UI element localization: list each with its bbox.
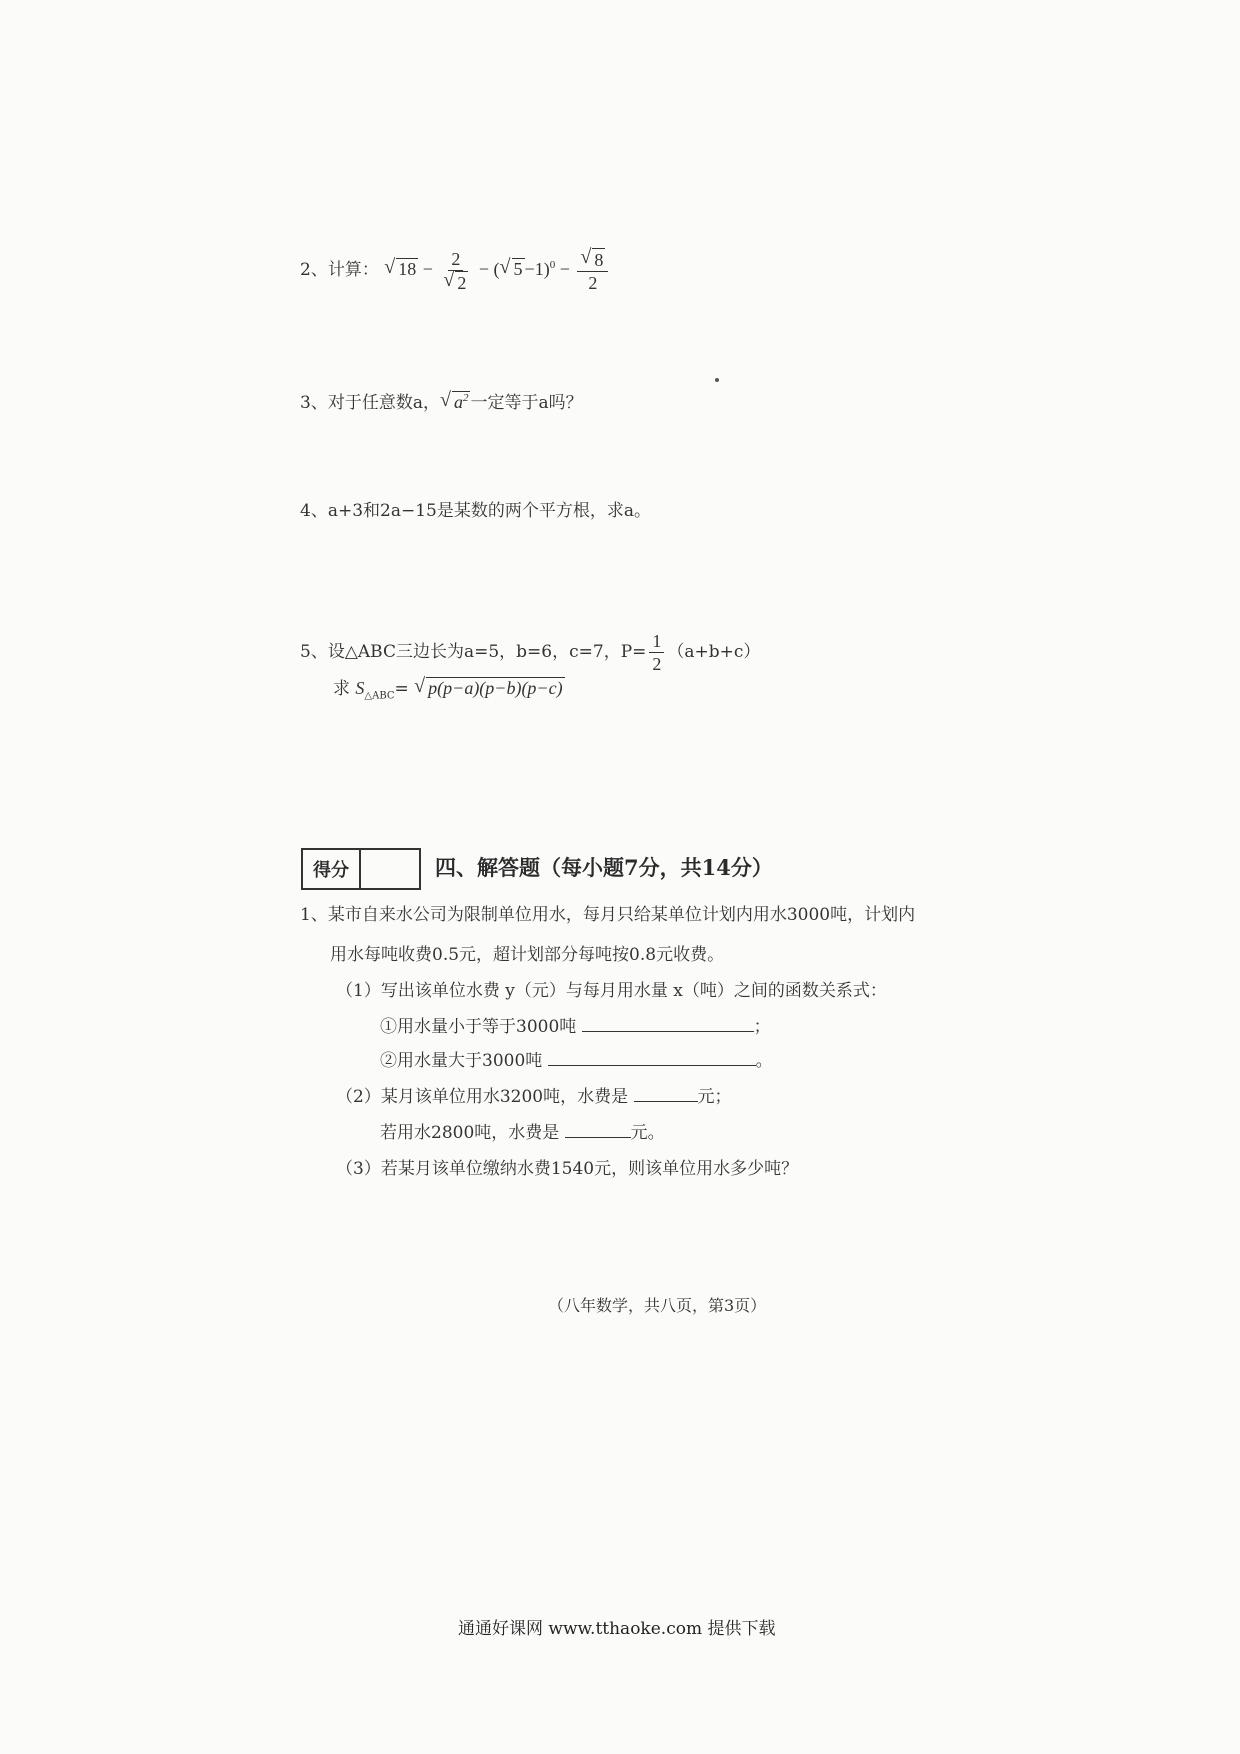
q3-sqrt-a2: √ $a^2$ xyxy=(439,389,469,412)
section-4-title: 四、解答题（每小题7分，共14分） xyxy=(435,855,773,880)
question-2 xyxy=(300,248,611,294)
q2-expression: √ 18 − 2 √ 2 − ( √ 5 −1)$^0$ − √ 8 2 xyxy=(384,259,611,279)
problem-1-part2b: 若用水2800吨，水费是 元。 xyxy=(380,1123,665,1143)
problem-1-part1: （1）写出该单位水费 y（元）与每月用水量 x（吨）之间的函数关系式： xyxy=(336,981,887,1001)
score-field[interactable] xyxy=(361,850,419,888)
answer-blank-2b[interactable] xyxy=(565,1137,631,1138)
question-3: 3、对于任意数a， √ $a^2$ 一定等于a吗？ xyxy=(300,389,583,413)
answer-blank-2a[interactable] xyxy=(634,1101,698,1102)
question-4: 4、a+3和2a−15是某数的两个平方根，求a。 xyxy=(300,501,651,521)
score-box xyxy=(301,848,421,890)
q2-prefix: 2、计算： xyxy=(300,260,379,281)
problem-1-part1b: ②用水量大于3000吨 。 xyxy=(380,1051,773,1071)
problem-1-part3: （3）若某月该单位缴纳水费1540元，则该单位用水多少吨？ xyxy=(336,1159,799,1179)
problem-1-line2: 用水每吨收费0.5元，超计划部分每吨按0.8元收费。 xyxy=(330,945,725,965)
problem-1-part2a: （2）某月该单位用水3200吨，水费是 元； xyxy=(336,1087,732,1107)
page-footer: （八年数学，共八页，第3页） xyxy=(548,1296,767,1315)
answer-blank-1a[interactable] xyxy=(582,1031,754,1032)
score-label: 得分 xyxy=(303,850,361,888)
speck xyxy=(715,378,719,382)
problem-1-line1: 1、某市自来水公司为限制单位用水，每月只给某单位计划内用水3000吨，计划内 xyxy=(300,905,916,925)
problem-1-part1a: ①用水量小于等于3000吨 ； xyxy=(380,1017,771,1037)
question-5-line1: 5、设△ABC三边长为a=5，b=6，c=7，P= $\frac{1}{2}$ （a+b+c） xyxy=(300,631,761,674)
question-5-line2: 求 $S_{\triangle ABC}=$ √ p(p−a)(p−b)(p−c) xyxy=(333,675,563,702)
answer-blank-1b[interactable] xyxy=(548,1065,756,1066)
site-footer: 通通好课网 www.tthaoke.com 提供下载 xyxy=(458,1619,776,1639)
